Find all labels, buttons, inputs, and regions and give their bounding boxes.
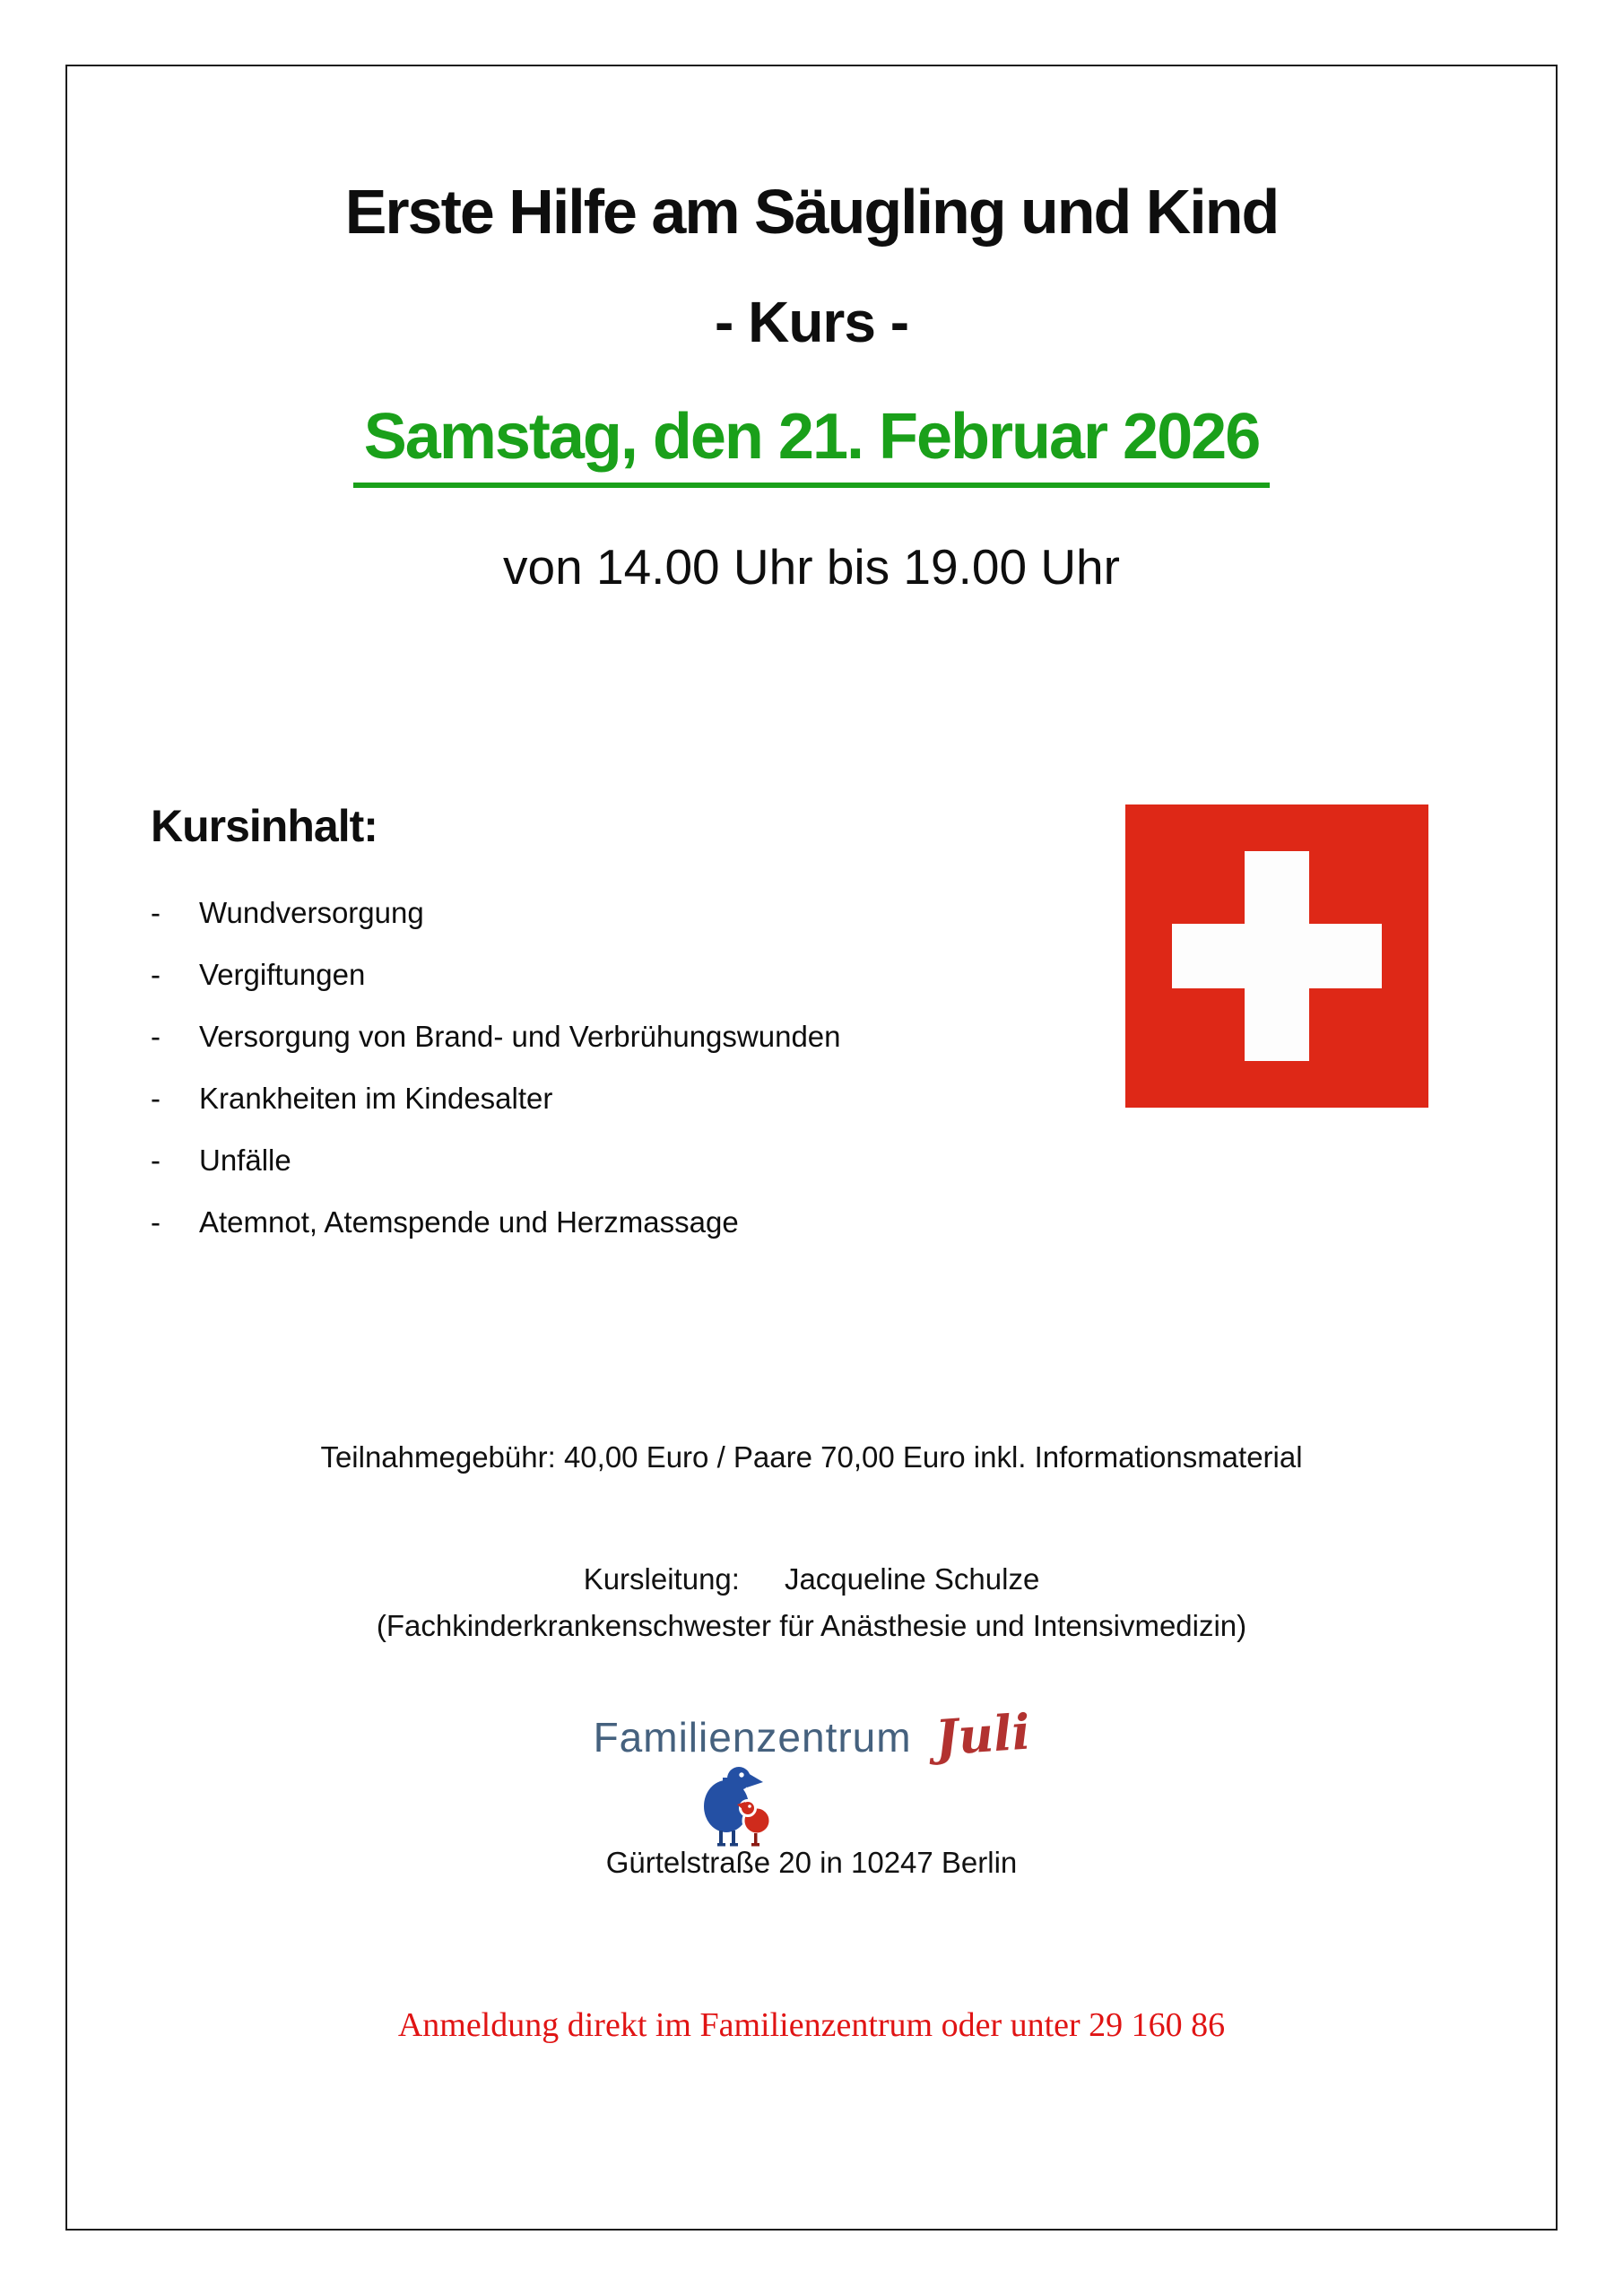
list-item <box>151 1205 841 1266</box>
leader-label: Kursleitung: <box>583 1562 740 1596</box>
org-name: Familienzentrum <box>593 1714 912 1761</box>
list-item <box>151 1143 841 1205</box>
topic-label: Vergiftungen <box>199 958 366 991</box>
flag-cross <box>1172 924 1382 988</box>
dash-bullet: - <box>151 1205 161 1239</box>
dash-bullet: - <box>151 896 161 929</box>
leader-line <box>0 1562 1623 1596</box>
list-item <box>151 1081 841 1143</box>
fee-line: Teilnahmegebühr: 40,00 Euro / Paare 70,00 Euro inkl. Informationsmaterial <box>320 1440 1303 1474</box>
section-heading-kursinhalt: Kursinhalt: <box>151 801 378 851</box>
org-logo <box>0 1702 1623 1767</box>
registration-notice: Anmeldung direkt im Familienzentrum oder unter 29 160 86 <box>397 2006 1226 2044</box>
event-time: von 14.00 Uhr bis 19.00 Uhr <box>503 539 1120 595</box>
event-date: Samstag, den 21. Februar 2026 <box>353 400 1270 488</box>
page-title: Erste Hilfe am Säugling und Kind <box>344 177 1279 247</box>
page-subtitle: - Kurs - <box>715 290 908 354</box>
org-suffix-script: Juli <box>933 1702 1032 1767</box>
topic-label: Atemnot, Atemspende und Herzmassage <box>199 1205 739 1239</box>
topic-label: Krankheiten im Kindesalter <box>199 1082 553 1115</box>
dash-bullet: - <box>151 1144 161 1177</box>
dash-bullet: - <box>151 958 161 991</box>
leader-name: Jacqueline Schulze <box>784 1562 1040 1596</box>
course-topic-list <box>151 895 841 1266</box>
org-address: Gürtelstraße 20 in 10247 Berlin <box>605 1846 1018 1879</box>
event-date-row <box>0 400 1623 488</box>
dash-bullet: - <box>151 1082 161 1115</box>
list-item <box>151 895 841 957</box>
dash-bullet: - <box>151 1020 161 1053</box>
two-birds-logo-icon <box>699 1763 782 1848</box>
topic-label: Unfälle <box>199 1144 291 1177</box>
leader-qualification: (Fachkinderkrankenschwester für Anästhesie und Intensivmedizin) <box>376 1609 1247 1642</box>
list-item <box>151 957 841 1019</box>
list-item <box>151 1019 841 1081</box>
topic-label: Wundversorgung <box>199 896 424 929</box>
swiss-flag-image <box>1125 804 1428 1108</box>
topic-label: Versorgung von Brand- und Verbrühungswunden <box>199 1020 841 1053</box>
